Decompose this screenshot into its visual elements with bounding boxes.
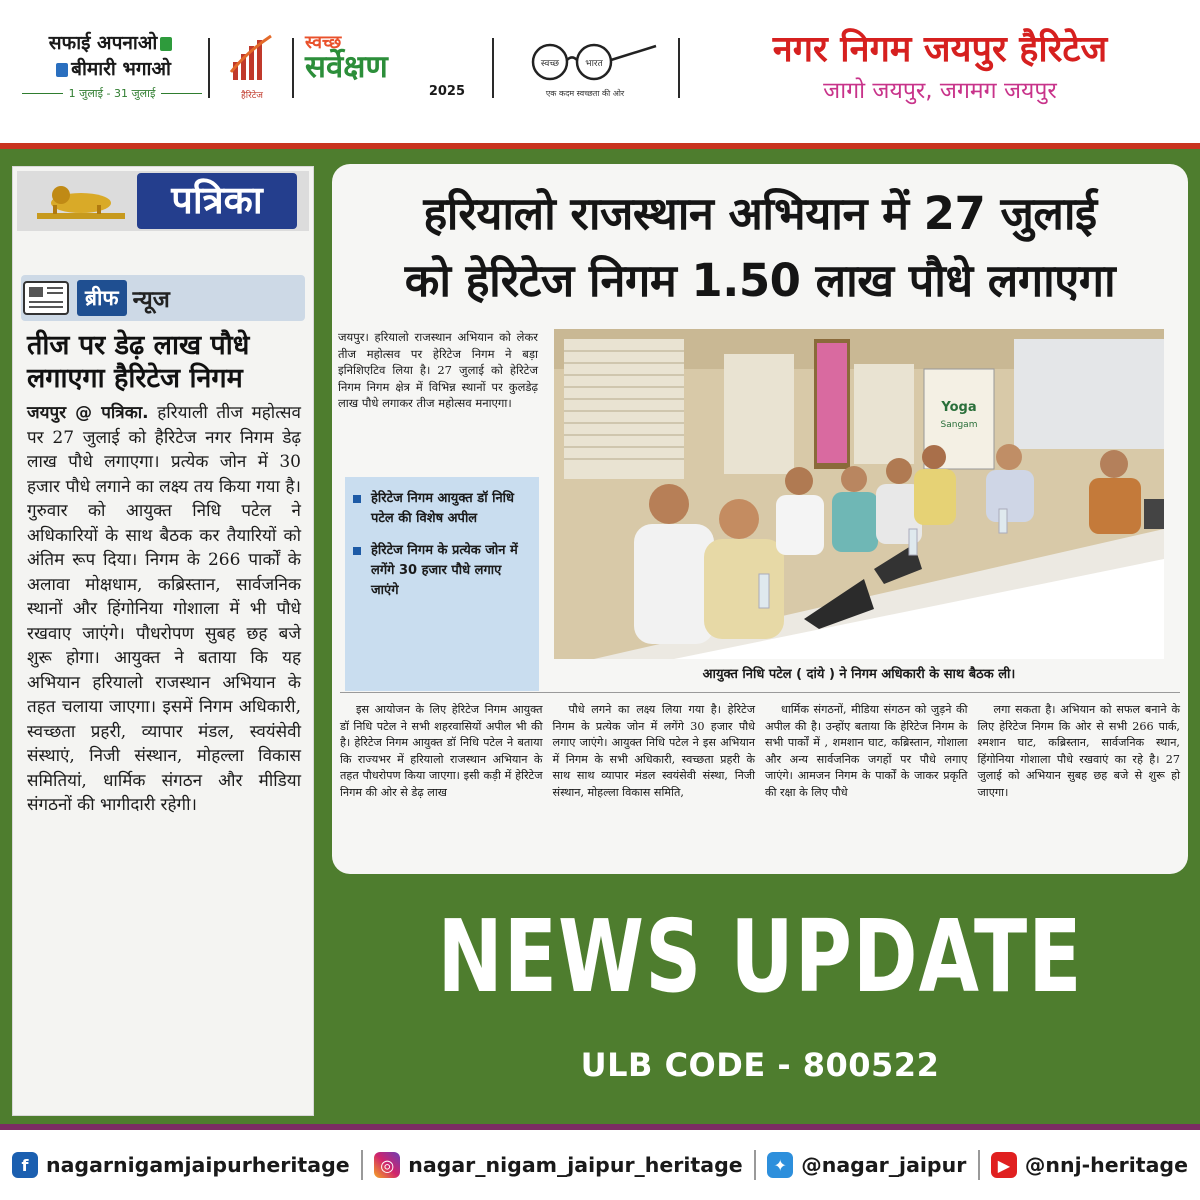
highlight-text: हेरिटेज निगम आयुक्त डॉ निधि पटेल की विशेष अपील bbox=[371, 491, 515, 526]
building-logo bbox=[222, 32, 282, 100]
divider bbox=[340, 692, 1180, 693]
bharat-right: भारत bbox=[585, 59, 603, 69]
gandhi-glasses-icon bbox=[510, 38, 660, 82]
clip-body-text: हरियाली तीज महोत्सव पर 27 जुलाई को हैरिटेज नगर निगम डेढ़ लाख पौधे लगाएगा। प्रत्येक जोन में 30 हजार पौधे लगाने का लक्ष्य तय किया गया है। गुरुवार को आयुक्त निधि पटेल ने अधिकारियों के साथ बैठक कर तैयारियों को अंतिम रूप दिया। निगम के 266 पार्कों के अलावा मोक्षधाम, कब्रिस्तान, सार्वजनिक स्थानों और हिंगोनिया गोशाला में भी पौधे रखवाए जाएंगे। पौधरोपण सुबह छह बजे शुरू होगा। आयुक्त ने बताया कि यह अभियान हरियालो राजस्थान अभियान के तहत चलाया जाएगा। इसमें निगम अधिकारी, स्वच्छता प्रहरी, व्यापार मंडल, स्वयंसेवी संस्थाएं, निजी संस्थान, मोहल्ला विकास समितियां, धार्मिक संगठन और मीडिया संगठनों की भागीदारी रहेगी। bbox=[27, 403, 302, 815]
youtube-handle: @nnj-heritage bbox=[1024, 1153, 1188, 1177]
divider bbox=[492, 38, 494, 98]
ulb-code: ULB CODE - 800522 bbox=[580, 1046, 940, 1084]
highlights-box bbox=[345, 477, 539, 691]
header bbox=[0, 0, 1200, 143]
twitter-icon: ✦ bbox=[767, 1152, 793, 1178]
building-logo-label: हैरिटेज bbox=[240, 91, 263, 101]
article-column: धार्मिक संगठनों, मीडिया संगठन को जुड़ने की अपील की है। उन्होंए बताया कि हेरिटेज निगम के सभी पार्कों में , शमशान घाट, कब्रिस्तान, गोशाला और अन्य सार्वजनिक जगहों पर पौधे लगाए जाएंगे। आमजन निगम के पार्कों के जाकर प्रकृति की रक्षा के लिए पौधे bbox=[765, 703, 968, 799]
facebook-handle: nagarnigamjaipurheritage bbox=[46, 1153, 350, 1177]
masthead-name: पत्रिका bbox=[137, 173, 297, 229]
article-columns bbox=[340, 702, 1180, 802]
bullet-square-icon bbox=[353, 495, 361, 503]
divider bbox=[208, 38, 210, 98]
clip-dateline: जयपुर @ पत्रिका. bbox=[27, 403, 149, 423]
headline-line2: को हेरिटेज निगम 1.50 लाख पौधे लगाएगा bbox=[404, 254, 1116, 307]
headline-line1: हरियालो राजस्थान अभियान में 27 जुलाई bbox=[423, 187, 1097, 240]
highlight-text: हेरिटेज निगम के प्रत्येक जोन में लगेंगे 30 हजार पौधे लगाए जाएंगे bbox=[371, 543, 518, 598]
svachh-line2: सर्वेक्षण bbox=[305, 49, 388, 85]
brief-news-tag bbox=[21, 275, 305, 321]
patrika-clipping bbox=[12, 166, 314, 1116]
highlight-item bbox=[353, 541, 531, 601]
svachh-line1: स्वच्छ bbox=[305, 32, 342, 53]
clipping-intro: जयपुर। हरियालो राजस्थान अभियान को लेकर तीज महोत्सव पर हेरिटेज निगम ने बड़ा इनिशिएटिव लिया है। 27 जुलाई को हेरिटेज निगम निगम क्षेत्र में विभिन्न स्थानों पर कुलडेढ़ लाख पौधे लगाकर तीज महोत्सव मनाएगा। bbox=[338, 330, 538, 410]
article-column: इस आयोजन के लिए हेरिटेज निगम आयुक्त डॉ निधि पटेल ने सभी शहरवासियों अपील भी की है। हेरिटेज निगम आयुक्त डॉ निधि पटेल ने बताया कि राज्यभर में हरियालो राजस्थान अभियान के तहत पौधरोपण किया जाएगा। इसी कड़ी में हेरिटेज निगम की ओर से डेढ़ लाख bbox=[340, 703, 543, 799]
newspaper-icon bbox=[21, 278, 71, 318]
building-logo-icon bbox=[227, 32, 277, 82]
instagram-icon: ◎ bbox=[374, 1152, 400, 1178]
campaign-badge bbox=[22, 30, 202, 101]
youtube-link[interactable] bbox=[991, 1152, 1188, 1178]
clip-body bbox=[27, 401, 301, 818]
org-title: नगर निगम जयपुर हैरिटेज bbox=[772, 29, 1108, 70]
svachh-year: 2025 bbox=[428, 84, 465, 99]
photo-caption: आयुक्त निधि पटेल ( दांये ) ने निगम अधिकारी के साथ बैठक ली। bbox=[702, 667, 1016, 682]
bullet-square-icon bbox=[353, 547, 361, 555]
photo-poster-line2: Sangam bbox=[940, 420, 978, 430]
article-column: लगा सकता है। अभियान को सफल बनाने के लिए हेरिटेज निगम कि ओर से सभी 266 पार्क, श्मशान घाट, कब्रिस्तान, सार्वजनिक स्थान, हिंगोनिया गोशाला पौधे रखवाएं का रहे है। 27 जुलाई को अभियान सुबह छह बजे से शुरू हो जाएगा। bbox=[977, 703, 1180, 799]
heritage-clipping bbox=[332, 164, 1188, 874]
dustbin-icon bbox=[160, 37, 172, 51]
meeting-photo-illustration bbox=[554, 329, 1164, 659]
facebook-icon: f bbox=[12, 1152, 38, 1178]
instagram-link[interactable] bbox=[374, 1152, 742, 1178]
meeting-photo bbox=[554, 329, 1164, 659]
clipping-headline bbox=[348, 180, 1172, 314]
campaign-line2: बीमारी भगाओ bbox=[71, 58, 171, 80]
divider bbox=[754, 1150, 756, 1180]
divider bbox=[978, 1150, 980, 1180]
patrika-masthead bbox=[17, 171, 309, 231]
highlight-item bbox=[353, 489, 531, 529]
campaign-dates: 1 जुलाई - 31 जुलाई bbox=[68, 87, 156, 100]
twitter-link[interactable] bbox=[767, 1152, 966, 1178]
campaign-line1: सफाई अपनाओ bbox=[48, 32, 158, 54]
swachh-bharat-logo bbox=[505, 38, 665, 99]
bharat-left: स्वच्छ bbox=[540, 59, 560, 69]
svachh-survekshan-logo bbox=[305, 30, 475, 99]
instagram-handle: nagar_nigam_jaipur_heritage bbox=[408, 1153, 743, 1177]
brief-tag: ब्रीफ bbox=[77, 280, 127, 316]
bharat-tagline: एक कदम स्वच्छता की ओर bbox=[545, 89, 625, 98]
news-update-title: NEWS UPDATE bbox=[437, 900, 1083, 1016]
org-title-block bbox=[690, 26, 1190, 108]
org-subtitle: जागो जयपुर, जगमग जयपुर bbox=[823, 78, 1057, 104]
clip-headline: तीज पर डेढ़ लाख पौधे लगाएगा हैरिटेज निगम bbox=[27, 330, 250, 394]
twitter-handle: @nagar_jaipur bbox=[801, 1153, 967, 1177]
lion-emblem-icon bbox=[33, 183, 129, 221]
divider bbox=[361, 1150, 363, 1180]
brief-word: न्यूज bbox=[132, 287, 170, 313]
dustbin-icon bbox=[56, 63, 68, 77]
facebook-link[interactable] bbox=[12, 1152, 350, 1178]
social-footer bbox=[0, 1130, 1200, 1200]
youtube-icon: ▶ bbox=[991, 1152, 1017, 1178]
article-column: पौधे लगने का लक्ष्य लिया गया है। हेरिटेज निगम के प्रत्येक जोन में लगेंगे 30 हजार पौधे लगाए जाएंगे। आयुक्त निधि पटेल ने इस अभियान में निगम के सभी अधिकारी, स्वच्छता प्रहरी के साथ साथ व्यापार मंडल स्वयंसेवी संस्था, निजी संस्थान, मोहल्ला विकास समिति, bbox=[552, 703, 755, 799]
divider bbox=[678, 38, 680, 98]
photo-poster-line1: Yoga bbox=[941, 400, 977, 415]
divider bbox=[292, 38, 294, 98]
